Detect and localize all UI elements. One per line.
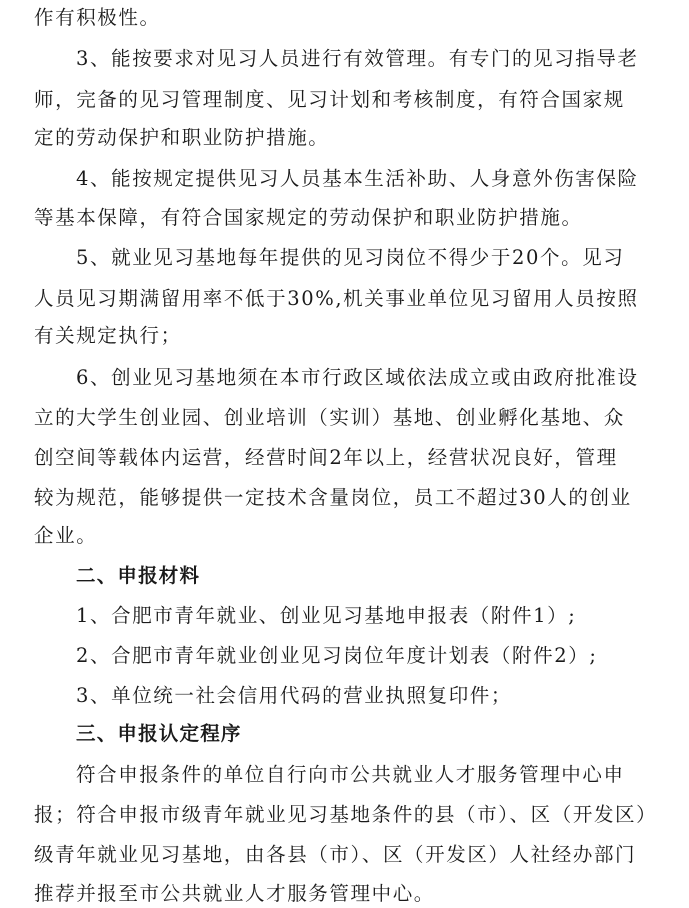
list-item: 2、合肥市青年就业创业见习岗位年度计划表（附件2）;	[76, 644, 598, 667]
paragraph-line: 3、能按要求对见习人员进行有效管理。有专门的见习指导老	[76, 47, 639, 70]
paragraph-line: 等基本保障，有符合国家规定的劳动保护和职业防护措施。	[34, 206, 583, 229]
paragraph-line: 推荐并报至市公共就业人才服务管理中心。	[34, 882, 435, 905]
paragraph-line: 4、能按规定提供见习人员基本生活补助、人身意外伤害保险	[76, 167, 639, 190]
list-item: 3、单位统一社会信用代码的营业执照复印件；	[76, 684, 513, 707]
paragraph-line: 有关规定执行；	[34, 324, 182, 347]
paragraph-line: 师，完备的见习管理制度、见习计划和考核制度，有符合国家规	[34, 88, 625, 111]
paragraph-line: 6、创业见习基地须在本市行政区域依法成立或由政府批准设	[76, 366, 639, 389]
list-item: 1、合肥市青年就业、创业见习基地申报表（附件1）;	[76, 604, 577, 627]
paragraph-line: 较为规范，能够提供一定技术含量岗位，员工不超过30人的创业	[34, 486, 632, 509]
paragraph-line: 5、就业见习基地每年提供的见习岗位不得少于20个。见习	[76, 246, 625, 269]
paragraph-line: 创空间等载体内运营，经营时间2年以上，经营状况良好，管理	[34, 446, 618, 469]
paragraph-line: 定的劳动保护和职业防护措施。	[34, 126, 330, 149]
paragraph-line: 符合申报条件的单位自行向市公共就业人才服务管理中心申	[76, 763, 625, 786]
paragraph-line: 人员见习期满留用率不低于30%,机关事业单位见习留用人员按照	[34, 287, 639, 310]
section-heading: 三、申报认定程序	[76, 722, 242, 745]
section-heading: 二、申报材料	[76, 564, 201, 587]
paragraph-line: 级青年就业见习基地，由各县（市）、区（开发区）人社经办部门	[34, 843, 637, 866]
paragraph-line: 报；符合申报市级青年就业见习基地条件的县（市）、区（开发区）	[34, 803, 658, 826]
paragraph-line: 企业。	[34, 524, 98, 547]
paragraph-line: 立的大学生创业园、创业培训（实训）基地、创业孵化基地、众	[34, 406, 625, 429]
paragraph-line: 作有积极性。	[34, 6, 161, 29]
